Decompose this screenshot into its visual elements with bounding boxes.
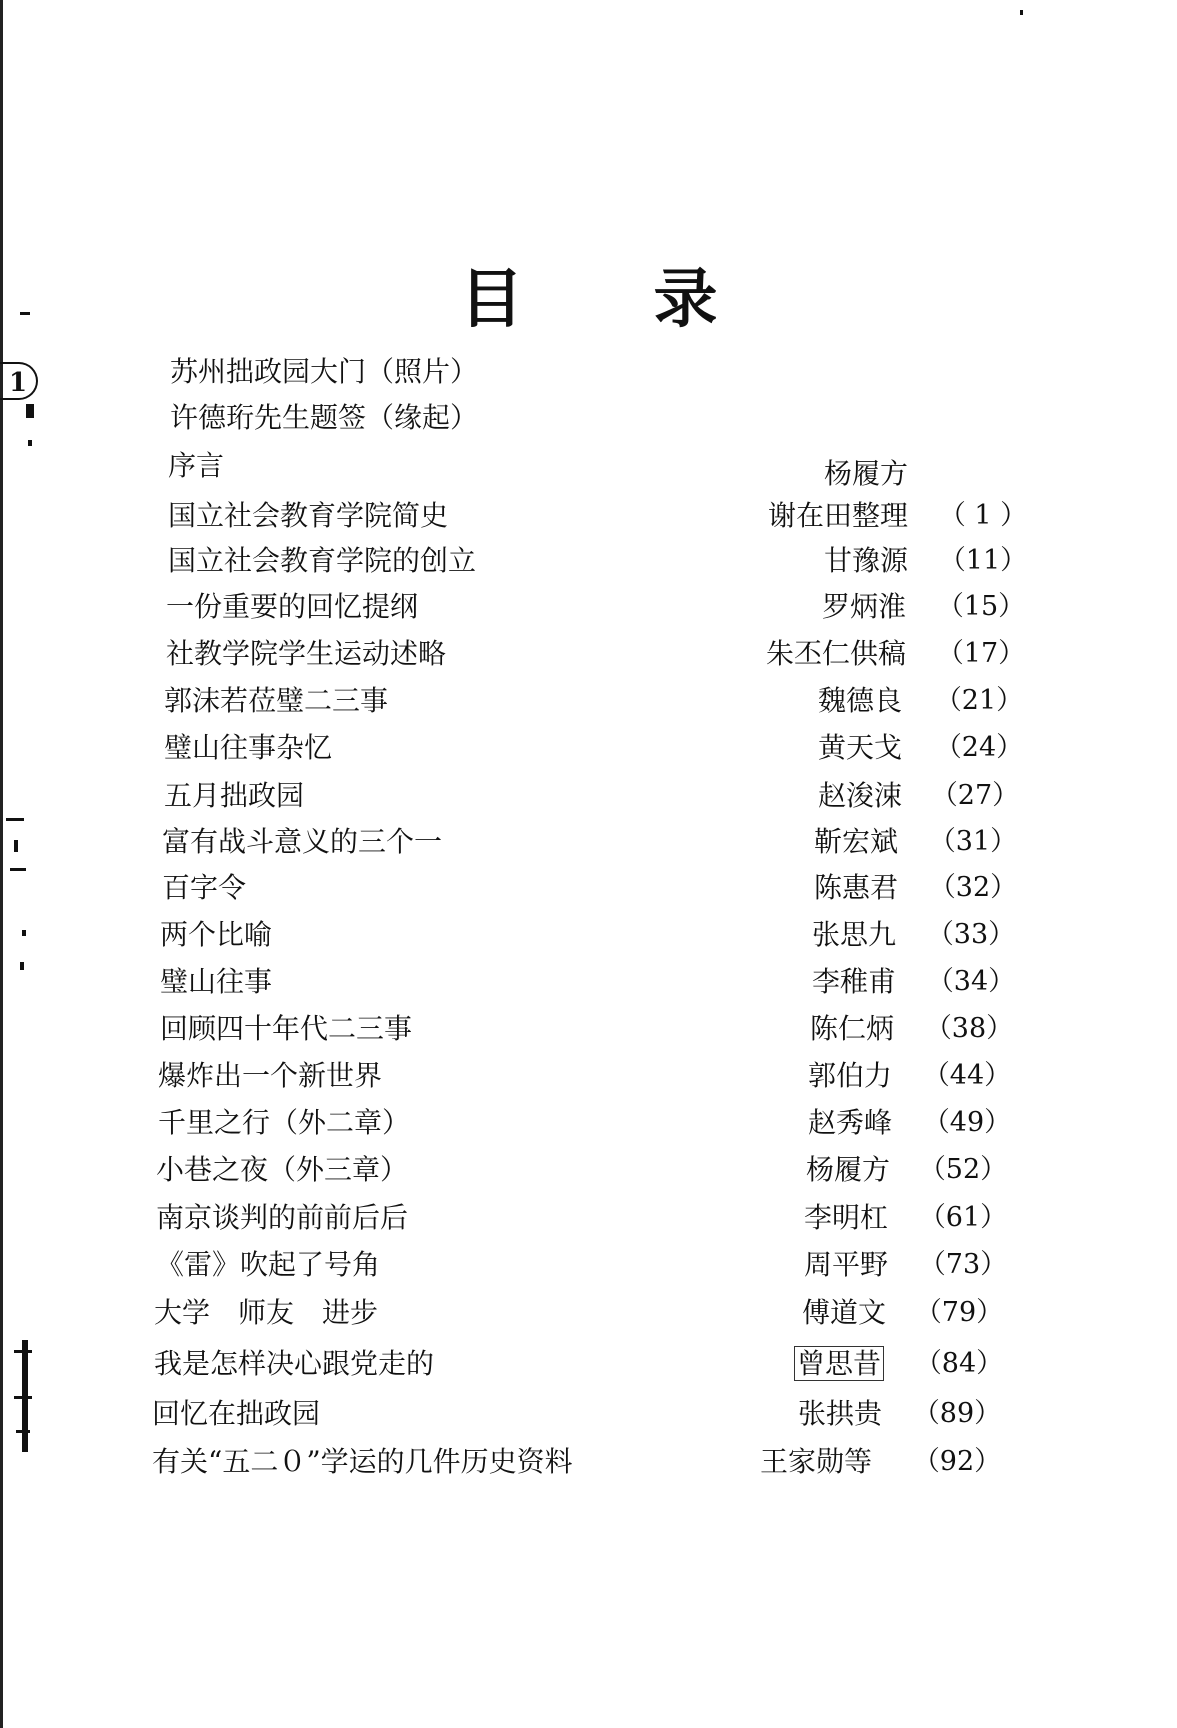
toc-entry-title: 回顾四十年代二三事 xyxy=(160,1012,413,1045)
toc-entry-title: 爆炸出一个新世界 xyxy=(158,1059,383,1092)
toc-entry-author: 杨履方 xyxy=(805,1153,890,1186)
title-char: 目 xyxy=(459,262,524,337)
toc-entry-title: 回忆在拙政园 xyxy=(152,1397,321,1430)
toc-entry xyxy=(160,915,1040,955)
toc-entry xyxy=(160,1009,1040,1049)
toc-entry-title: 我是怎样决心跟党走的 xyxy=(154,1347,435,1380)
toc-entry-title: 国立社会教育学院简史 xyxy=(168,499,449,532)
toc-entry-page: （61） xyxy=(918,1202,1008,1233)
toc-entry-author: 朱丕仁供稿 xyxy=(765,637,906,670)
toc-entry-page: （52） xyxy=(918,1154,1008,1185)
toc-entry xyxy=(164,681,1044,721)
toc-entry-title: 五月拙政园 xyxy=(164,779,305,812)
toc-entry-page: （11） xyxy=(938,545,1028,576)
toc-entry-title: 有关“五二０”学运的几件历史资料 xyxy=(152,1445,573,1478)
toc-entry xyxy=(162,868,1042,908)
toc-entry xyxy=(158,1056,1038,1096)
toc-entry xyxy=(168,541,1048,581)
toc-entry-title: 国立社会教育学院的创立 xyxy=(168,544,477,577)
toc-entry-title: 《雷》吹起了号角 xyxy=(156,1248,381,1281)
toc-entry xyxy=(168,496,1048,536)
toc-entry-title: 璧山往事杂忆 xyxy=(164,731,333,764)
toc-entry-author: 王家勋等 xyxy=(759,1445,872,1478)
toc-entry-page: （79） xyxy=(914,1297,1004,1328)
toc-entry-page: （34） xyxy=(926,966,1016,997)
toc-entry-author: 杨履方 xyxy=(823,457,908,490)
toc-entry-author: 郭伯力 xyxy=(807,1059,892,1092)
toc-entry-author xyxy=(624,1344,884,1384)
toc-entry-title: 许德珩先生题签（缘起） xyxy=(170,401,479,434)
toc-entry-page: （44） xyxy=(922,1060,1012,1091)
toc-entry-title: 璧山往事 xyxy=(160,965,273,998)
toc-entry-page: （27） xyxy=(930,780,1020,811)
margin-page-mark: 1 xyxy=(0,362,38,400)
toc-entry-title: 郭沫若莅璧二三事 xyxy=(164,684,389,717)
toc-entry-page: （33） xyxy=(926,919,1016,950)
toc-entry-title: 序言 xyxy=(168,449,225,482)
toc-entry-page: （92） xyxy=(912,1446,1002,1477)
toc-entry-page: （32） xyxy=(928,872,1018,903)
toc-entry-title: 千里之行（外二章） xyxy=(158,1106,411,1139)
toc-entry-author: 陈仁炳 xyxy=(809,1012,894,1045)
toc-entry-author: 张思九 xyxy=(811,918,896,951)
toc-entry-page: （31） xyxy=(928,826,1018,857)
toc-entry-page: （38） xyxy=(924,1013,1014,1044)
toc-entry xyxy=(156,1245,1036,1285)
toc-entry xyxy=(166,634,1046,674)
toc-entry-author: 靳宏斌 xyxy=(813,825,898,858)
toc-entry xyxy=(162,822,1042,862)
toc-entry-title: 社教学院学生运动述略 xyxy=(166,637,447,670)
toc-entry-page: （ 1 ） xyxy=(938,500,1028,531)
toc-entry xyxy=(166,587,1046,627)
toc-entry-page: （73） xyxy=(918,1249,1008,1280)
toc-entry-title: 大学 师友 进步 xyxy=(154,1296,379,1329)
toc-entry-author: 陈惠君 xyxy=(813,871,898,904)
toc-entry-page: （17） xyxy=(936,638,1026,669)
toc-entry-page: （49） xyxy=(922,1107,1012,1138)
toc-entry-title: 小巷之夜（外三章） xyxy=(156,1153,409,1186)
toc-entry xyxy=(158,1103,1038,1143)
toc-entry-page: （24） xyxy=(934,732,1024,763)
toc-entry xyxy=(168,446,1048,490)
toc-entry xyxy=(156,1150,1036,1190)
toc-entry-page: （84） xyxy=(914,1348,1004,1379)
toc-entry xyxy=(152,1442,1032,1482)
toc-entry xyxy=(164,728,1044,768)
toc-entry-author: 赵秀峰 xyxy=(807,1106,892,1139)
toc-entry-title: 一份重要的回忆提纲 xyxy=(166,590,419,623)
toc-entry xyxy=(156,1198,1036,1238)
toc-entry-author: 周平野 xyxy=(803,1248,888,1281)
toc-entry-title: 两个比喻 xyxy=(160,918,273,951)
toc-entry-title: 富有战斗意义的三个一 xyxy=(162,825,443,858)
toc-entry-author: 谢在田整理 xyxy=(767,499,908,532)
toc-entry-author: 李稚甫 xyxy=(811,965,896,998)
toc-entry xyxy=(160,962,1040,1002)
toc-entry-title: 苏州拙政园大门（照片） xyxy=(170,355,479,388)
toc-entry-page: （21） xyxy=(934,685,1024,716)
toc-entry-author: 赵浚涑 xyxy=(817,779,902,812)
toc-entry xyxy=(170,352,1050,392)
toc-entry-author: 魏德良 xyxy=(817,684,902,717)
toc-entry-author: 甘豫源 xyxy=(823,544,908,577)
toc-entry-author: 罗炳淮 xyxy=(821,590,906,623)
toc-entry xyxy=(164,776,1044,816)
toc-entry-page: （15） xyxy=(936,591,1026,622)
toc-entry-author: 李明杠 xyxy=(803,1201,888,1234)
toc-entry-author-boxed: 曾思昔 xyxy=(794,1346,884,1381)
toc-entry xyxy=(152,1394,1032,1434)
toc-entry-page: （89） xyxy=(912,1398,1002,1429)
toc-entry-author: 张拱贵 xyxy=(797,1397,882,1430)
toc-entry-author: 傅道文 xyxy=(801,1296,886,1329)
title-char: 录 xyxy=(653,262,718,337)
toc-entry xyxy=(154,1344,1034,1384)
toc-entry-title: 百字令 xyxy=(162,871,247,904)
toc-entry-title: 南京谈判的前前后后 xyxy=(156,1201,409,1234)
toc-entry xyxy=(170,398,1050,438)
toc-entry-author: 黄天戈 xyxy=(817,731,902,764)
toc-entry xyxy=(154,1293,1034,1333)
